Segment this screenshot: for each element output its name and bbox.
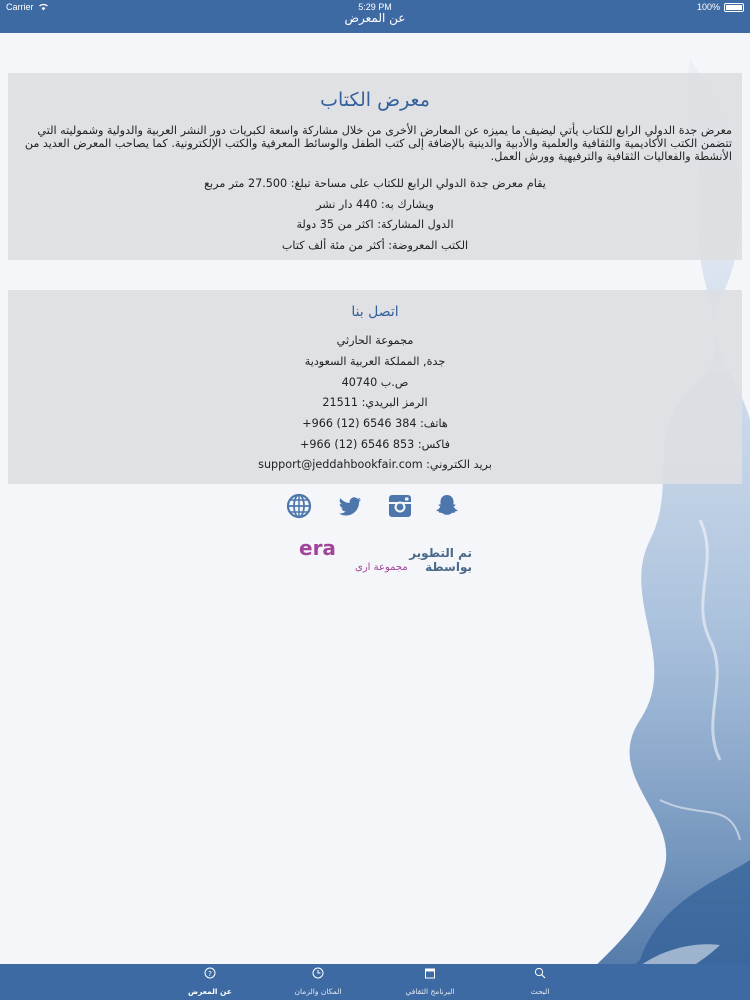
contact-email[interactable]: بريد الكتروني: support@jeddahbookfair.com [258,458,492,471]
about-books-text: الكتب المعروضة: أكثر من مئة ألف كتاب [281,239,469,252]
about-title: معرض الكتاب [320,89,430,111]
tab-search[interactable] [495,964,585,1000]
page-title: عن المعرض [344,11,406,25]
era-logo-subtext: مجموعة ارى [355,562,408,573]
instagram-icon[interactable] [385,491,415,521]
status-time: 5:29 PM [358,2,392,12]
era-logo[interactable] [296,536,408,573]
contact-po-box: ص.ب 40740 [341,376,409,389]
tab-search-label: البحث [530,987,550,996]
tab-place-and-time[interactable] [273,964,363,1000]
contact-title: اتصل بنا [351,304,399,320]
developer-credit [290,535,470,575]
contact-company: مجموعة الحارثي [336,334,414,347]
social-links [284,491,474,521]
tab-cultural-program-label: البرنامج الثقافي [405,987,455,996]
era-logo-wordmark: era [299,536,336,560]
twitter-icon[interactable] [335,491,365,521]
snapchat-icon[interactable] [432,491,462,521]
tab-place-and-time-label: المكان والزمان [294,987,342,996]
contact-postal-code: الرمز البريدي: 21511 [322,396,428,409]
svg-text:?: ? [208,970,212,978]
top-bar [0,0,750,33]
contact-card [8,290,742,484]
about-countries-text: الدول المشاركة: اكثر من 35 دولة [296,218,454,231]
globe-icon[interactable] [284,491,314,521]
about-area-text: يقام معرض جدة الدولي الرابع للكتاب على مساحة تبلغ: 27.500 متر مربع [204,177,546,190]
about-intro-text: معرض جدة الدولي الرابع للكتاب يأتي ليضيف ما يميزه عن المعارض الأخرى من خلال مشاركة واسعة لكبريات دور النشر العربية والدولية وشموليته التي تتضمن الكتب الأكاديمية والثقافية والعلمية والأدبية والدينية بالإضافة إلى كتب الطفل والوسائط المعرفية والكتب الإلكترونية. كما يصاحب المعرض العديد من الأنشطة والفعاليات الثقافية والترفيهية وورش العمل. [24,124,732,163]
tab-bar [0,964,750,1000]
tab-cultural-program[interactable] [385,964,475,1000]
developer-credit-label: تم التطوير بواسطة [409,546,472,574]
search-icon [534,967,546,979]
tab-about-fair[interactable] [165,964,255,1000]
about-card [8,73,742,260]
contact-fax: فاكس: 853 6546 (12) 966+ [300,438,450,451]
contact-address: جدة, المملكة العربية السعودية [304,355,446,368]
battery-percent: 100% [696,2,720,12]
calendar-icon [424,967,436,979]
carrier-label: Carrier [6,2,34,12]
about-publishers-text: ويشارك به: 440 دار نشر [316,198,434,211]
tab-about-fair-label: عن المعرض [188,987,232,996]
info-icon [204,967,216,979]
contact-phone[interactable]: هاتف: 384 6546 (12) 966+ [302,417,448,430]
clock-icon [312,967,324,979]
